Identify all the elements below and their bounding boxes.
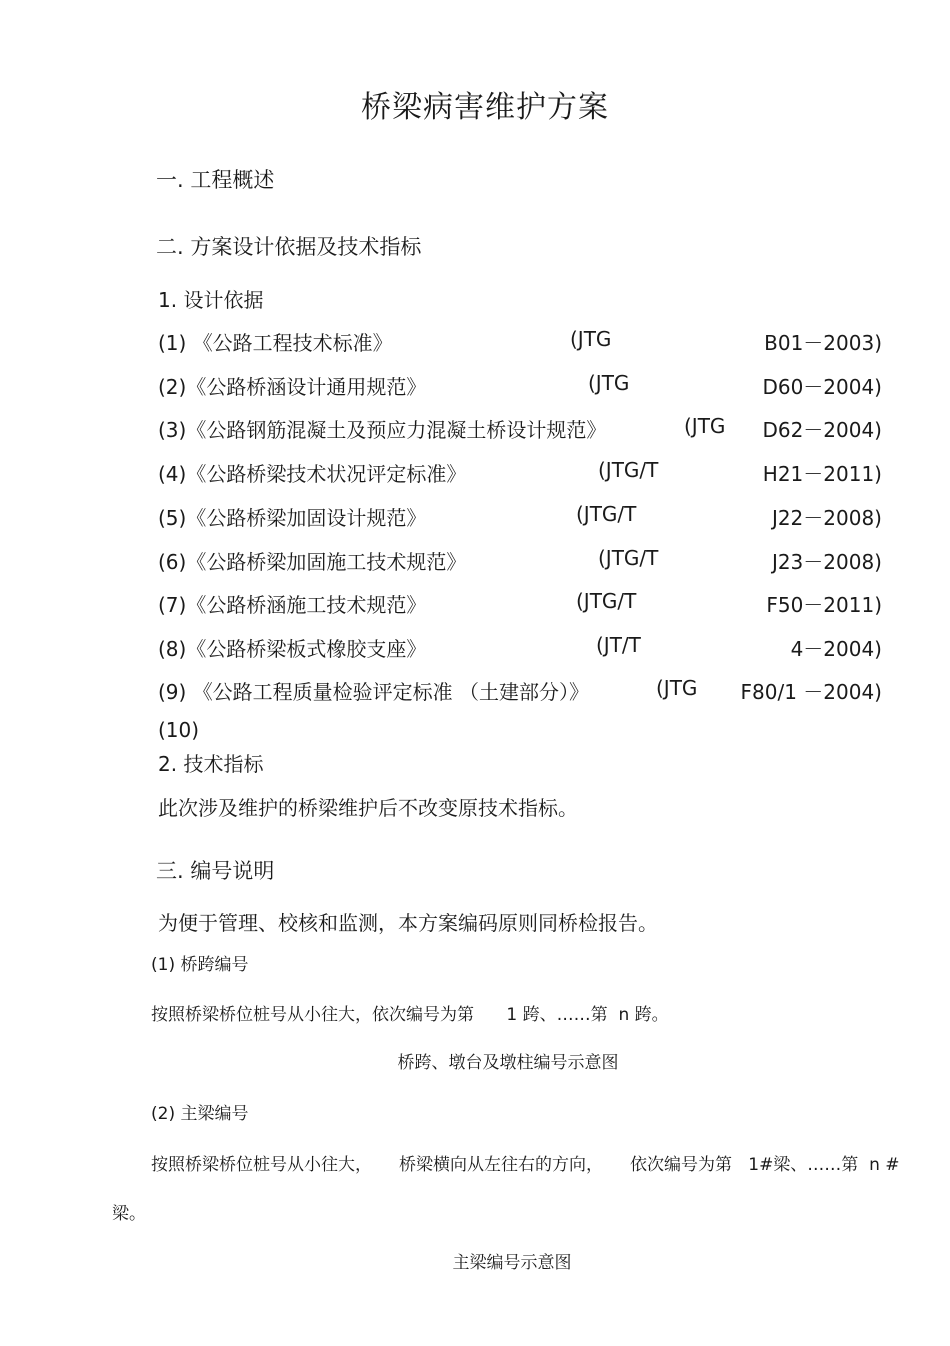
reference-item xyxy=(158,371,882,399)
reference-code: F50－2011) xyxy=(766,593,882,617)
paragraph-girder-numbering: 按照桥梁桥位桩号从小往大， 桥梁横向从左往右的方向， 依次编号为第 1#梁、……第 n # xyxy=(151,1155,900,1175)
reference-title: (5)《公路桥梁加固设计规范》 xyxy=(158,506,427,530)
document-title: 桥梁病害维护方案 xyxy=(361,90,609,125)
reference-title: (8)《公路桥梁板式橡胶支座》 xyxy=(158,637,427,661)
reference-title: (6)《公路桥梁加固施工技术规范》 xyxy=(158,550,467,574)
reference-code: J23－2008) xyxy=(771,550,882,574)
paragraph-girder-numbering-continued: 梁。 xyxy=(112,1204,146,1224)
reference-title: (1) 《公路工程技术标准》 xyxy=(158,331,393,355)
reference-item xyxy=(158,589,882,617)
reference-item xyxy=(158,458,882,486)
reference-standard: (JTG xyxy=(656,676,698,700)
reference-title: (2)《公路桥涵设计通用规范》 xyxy=(158,375,427,399)
section-heading-overview: 一. 工程概述 xyxy=(156,168,275,192)
reference-standard: (JTG xyxy=(570,327,612,351)
reference-title: (10) xyxy=(158,718,200,742)
reference-title: (4)《公路桥梁技术状况评定标准》 xyxy=(158,462,467,486)
reference-standard: (JTG/T xyxy=(598,458,659,482)
reference-standard: (JTG/T xyxy=(598,546,659,570)
reference-title: (9) 《公路工程质量检验评定标准 （土建部分）》 xyxy=(158,680,590,704)
figure-caption-span: 桥跨、墩台及墩柱编号示意图 xyxy=(397,1053,619,1073)
section-heading-basis: 二. 方案设计依据及技术指标 xyxy=(156,235,422,259)
reference-item xyxy=(158,718,882,746)
subheading-technical-indicators: 2. 技术指标 xyxy=(158,752,264,776)
figure-caption-girder: 主梁编号示意图 xyxy=(452,1253,572,1273)
reference-standard: (JTG xyxy=(588,371,630,395)
paragraph-numbering-intro: 为便于管理、校核和监测，本方案编码原则同桥检报告。 xyxy=(158,911,658,935)
reference-standard: (JT/T xyxy=(596,633,641,657)
reference-standard: (JTG/T xyxy=(576,589,637,613)
reference-code: B01－2003) xyxy=(764,331,882,355)
paragraph-technical-indicators: 此次涉及维护的桥梁维护后不改变原技术指标。 xyxy=(158,796,578,820)
subheading-girder-numbering: (2) 主梁编号 xyxy=(151,1104,249,1124)
reference-standard: (JTG xyxy=(684,414,726,438)
reference-code: D60－2004) xyxy=(762,375,882,399)
reference-code: 4－2004) xyxy=(790,637,882,661)
reference-item xyxy=(158,414,882,442)
section-heading-numbering: 三. 编号说明 xyxy=(156,859,275,883)
reference-code: H21－2011) xyxy=(762,462,882,486)
reference-code: F80/1 －2004) xyxy=(740,680,882,704)
reference-item xyxy=(158,633,882,661)
reference-item xyxy=(158,676,882,704)
subheading-design-basis: 1. 设计依据 xyxy=(158,288,264,312)
reference-title: (3)《公路钢筋混凝土及预应力混凝土桥设计规范》 xyxy=(158,418,607,442)
paragraph-span-numbering: 按照桥梁桥位桩号从小往大，依次编号为第 1 跨、……第 n 跨。 xyxy=(151,1005,669,1025)
reference-code: J22－2008) xyxy=(771,506,882,530)
reference-title: (7)《公路桥涵施工技术规范》 xyxy=(158,593,427,617)
reference-item xyxy=(158,327,882,355)
reference-code: D62－2004) xyxy=(762,418,882,442)
reference-item xyxy=(158,502,882,530)
reference-item xyxy=(158,546,882,574)
subheading-span-numbering: (1) 桥跨编号 xyxy=(151,955,249,975)
reference-standard: (JTG/T xyxy=(576,502,637,526)
